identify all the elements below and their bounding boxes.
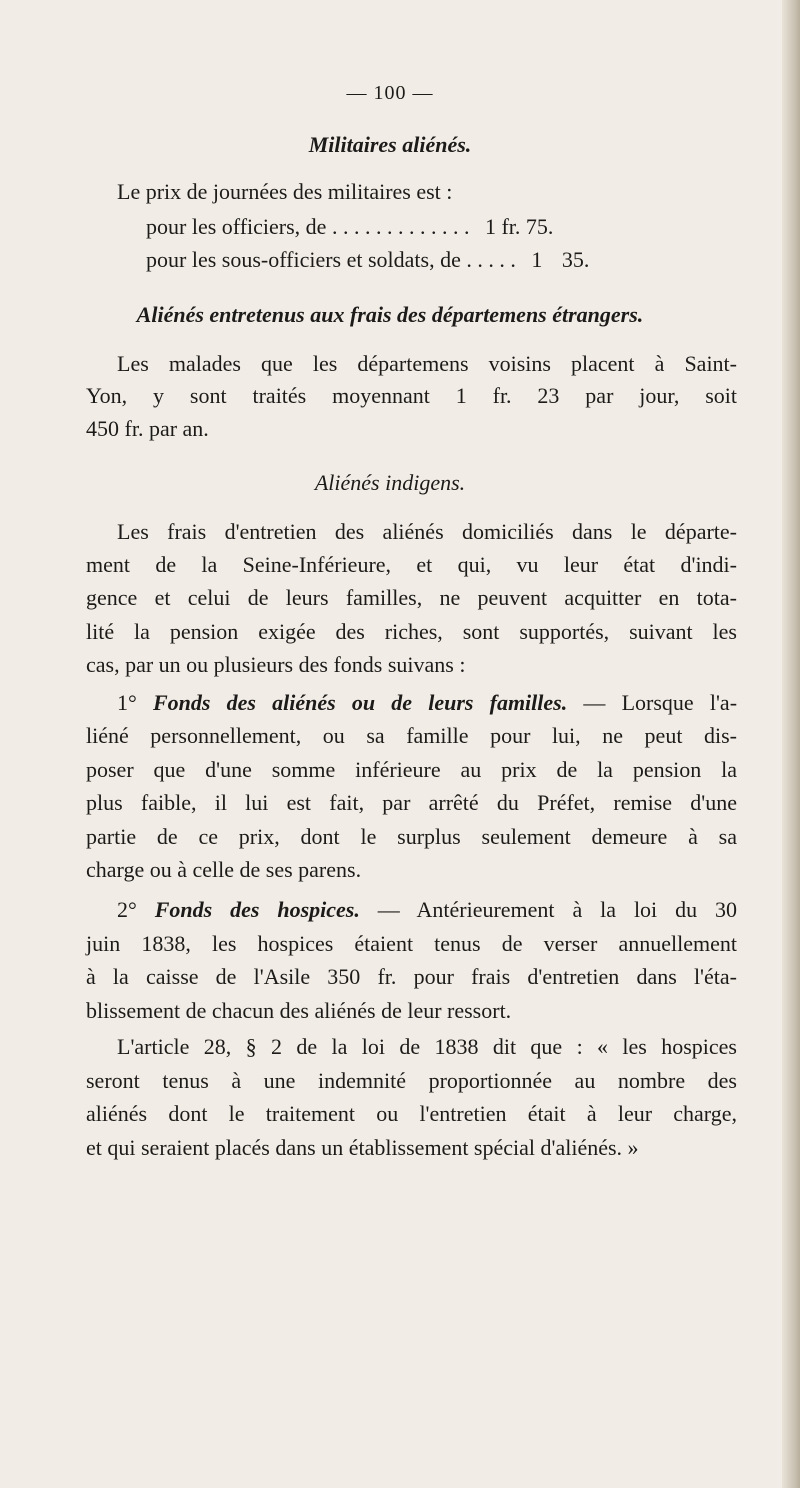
price-row-amount: 1 35. [531,247,590,272]
foreign-line-3: 450 fr. par an. [86,416,209,441]
para3-line-1: L'article 28, § 2 de la loi de 1838 dit que : « les hospices [117,1034,737,1059]
para1-line-1 [117,688,737,718]
para2-heading: Fonds des hospices. [154,897,360,922]
military-intro: Le prix de journées des militaires est : [117,179,453,204]
price-row-dots: . . . . . . . . . . . . . [331,214,470,239]
price-row-dots: . . . . . [466,247,516,272]
para3-line-4: et qui seraient placés dans un établissement spécial d'aliénés. » [86,1135,639,1160]
foreign-line-2: Yon, y sont traités moyennant 1 fr. 23 par jour, soit [86,383,737,408]
price-row-label: pour les sous-officiers et soldats, de [146,247,461,272]
para2-line-2: juin 1838, les hospices étaient tenus de verser annuellement [86,931,737,956]
para1-line-5: partie de ce prix, dont le surplus seulement demeure à sa [86,824,737,849]
foreign-line-1: Les malades que les départemens voisins placent à Saint- [117,351,737,376]
para1-line-4: plus faible, il lui est fait, par arrêté du Préfet, remise d'une [86,790,737,815]
para1-line-2: liéné personnellement, ou sa famille pour lui, ne peut dis- [86,723,737,748]
indigent-line-4: lité la pension exigée des riches, sont supportés, suivant les [86,619,737,644]
para2-line-3: à la caisse de l'Asile 350 fr. pour frais d'entretien dans l'éta- [86,964,737,989]
page-edge-shadow [782,0,800,1488]
para2-number: 2° [117,897,137,922]
indigent-line-5: cas, par un ou plusieurs des fonds suivans : [86,652,466,677]
para1-line-6: charge ou à celle de ses parens. [86,857,362,882]
price-row-soldiers [146,245,589,275]
section-title-indigent: Aliénés indigens. [314,470,466,495]
para1-number: 1° [117,690,137,715]
price-row-amount: 1 fr. 75. [484,214,554,239]
para2-first-rest: — Antérieurement à la loi du 30 [377,897,738,922]
para3-line-2: seront tenus à une indemnité proportionnée au nombre des [86,1068,737,1093]
page-number: — 100 — [346,82,434,104]
para2-line-1 [117,895,737,925]
section-title-foreign: Aliénés entretenus aux frais des départemens étrangers. [136,302,644,327]
section-title-military: Militaires aliénés. [308,132,472,157]
price-row-label: pour les officiers, de [146,214,327,239]
indigent-line-2: ment de la Seine-Inférieure, et qui, vu leur état d'indi- [86,552,737,577]
para1-first-rest: — Lorsque l'a- [583,690,738,715]
indigent-line-3: gence et celui de leurs familles, ne peuvent acquitter en tota- [86,585,737,610]
para2-line-4: blissement de chacun des aliénés de leur ressort. [86,998,512,1023]
para1-heading: Fonds des aliénés ou de leurs familles. [153,690,568,715]
para3-line-3: aliénés dont le traitement ou l'entretien était à leur charge, [86,1101,737,1126]
para1-line-3: poser que d'une somme inférieure au prix de la pension la [86,757,737,782]
price-row-officers [146,212,553,242]
indigent-line-1: Les frais d'entretien des aliénés domiciliés dans le départe- [117,519,737,544]
